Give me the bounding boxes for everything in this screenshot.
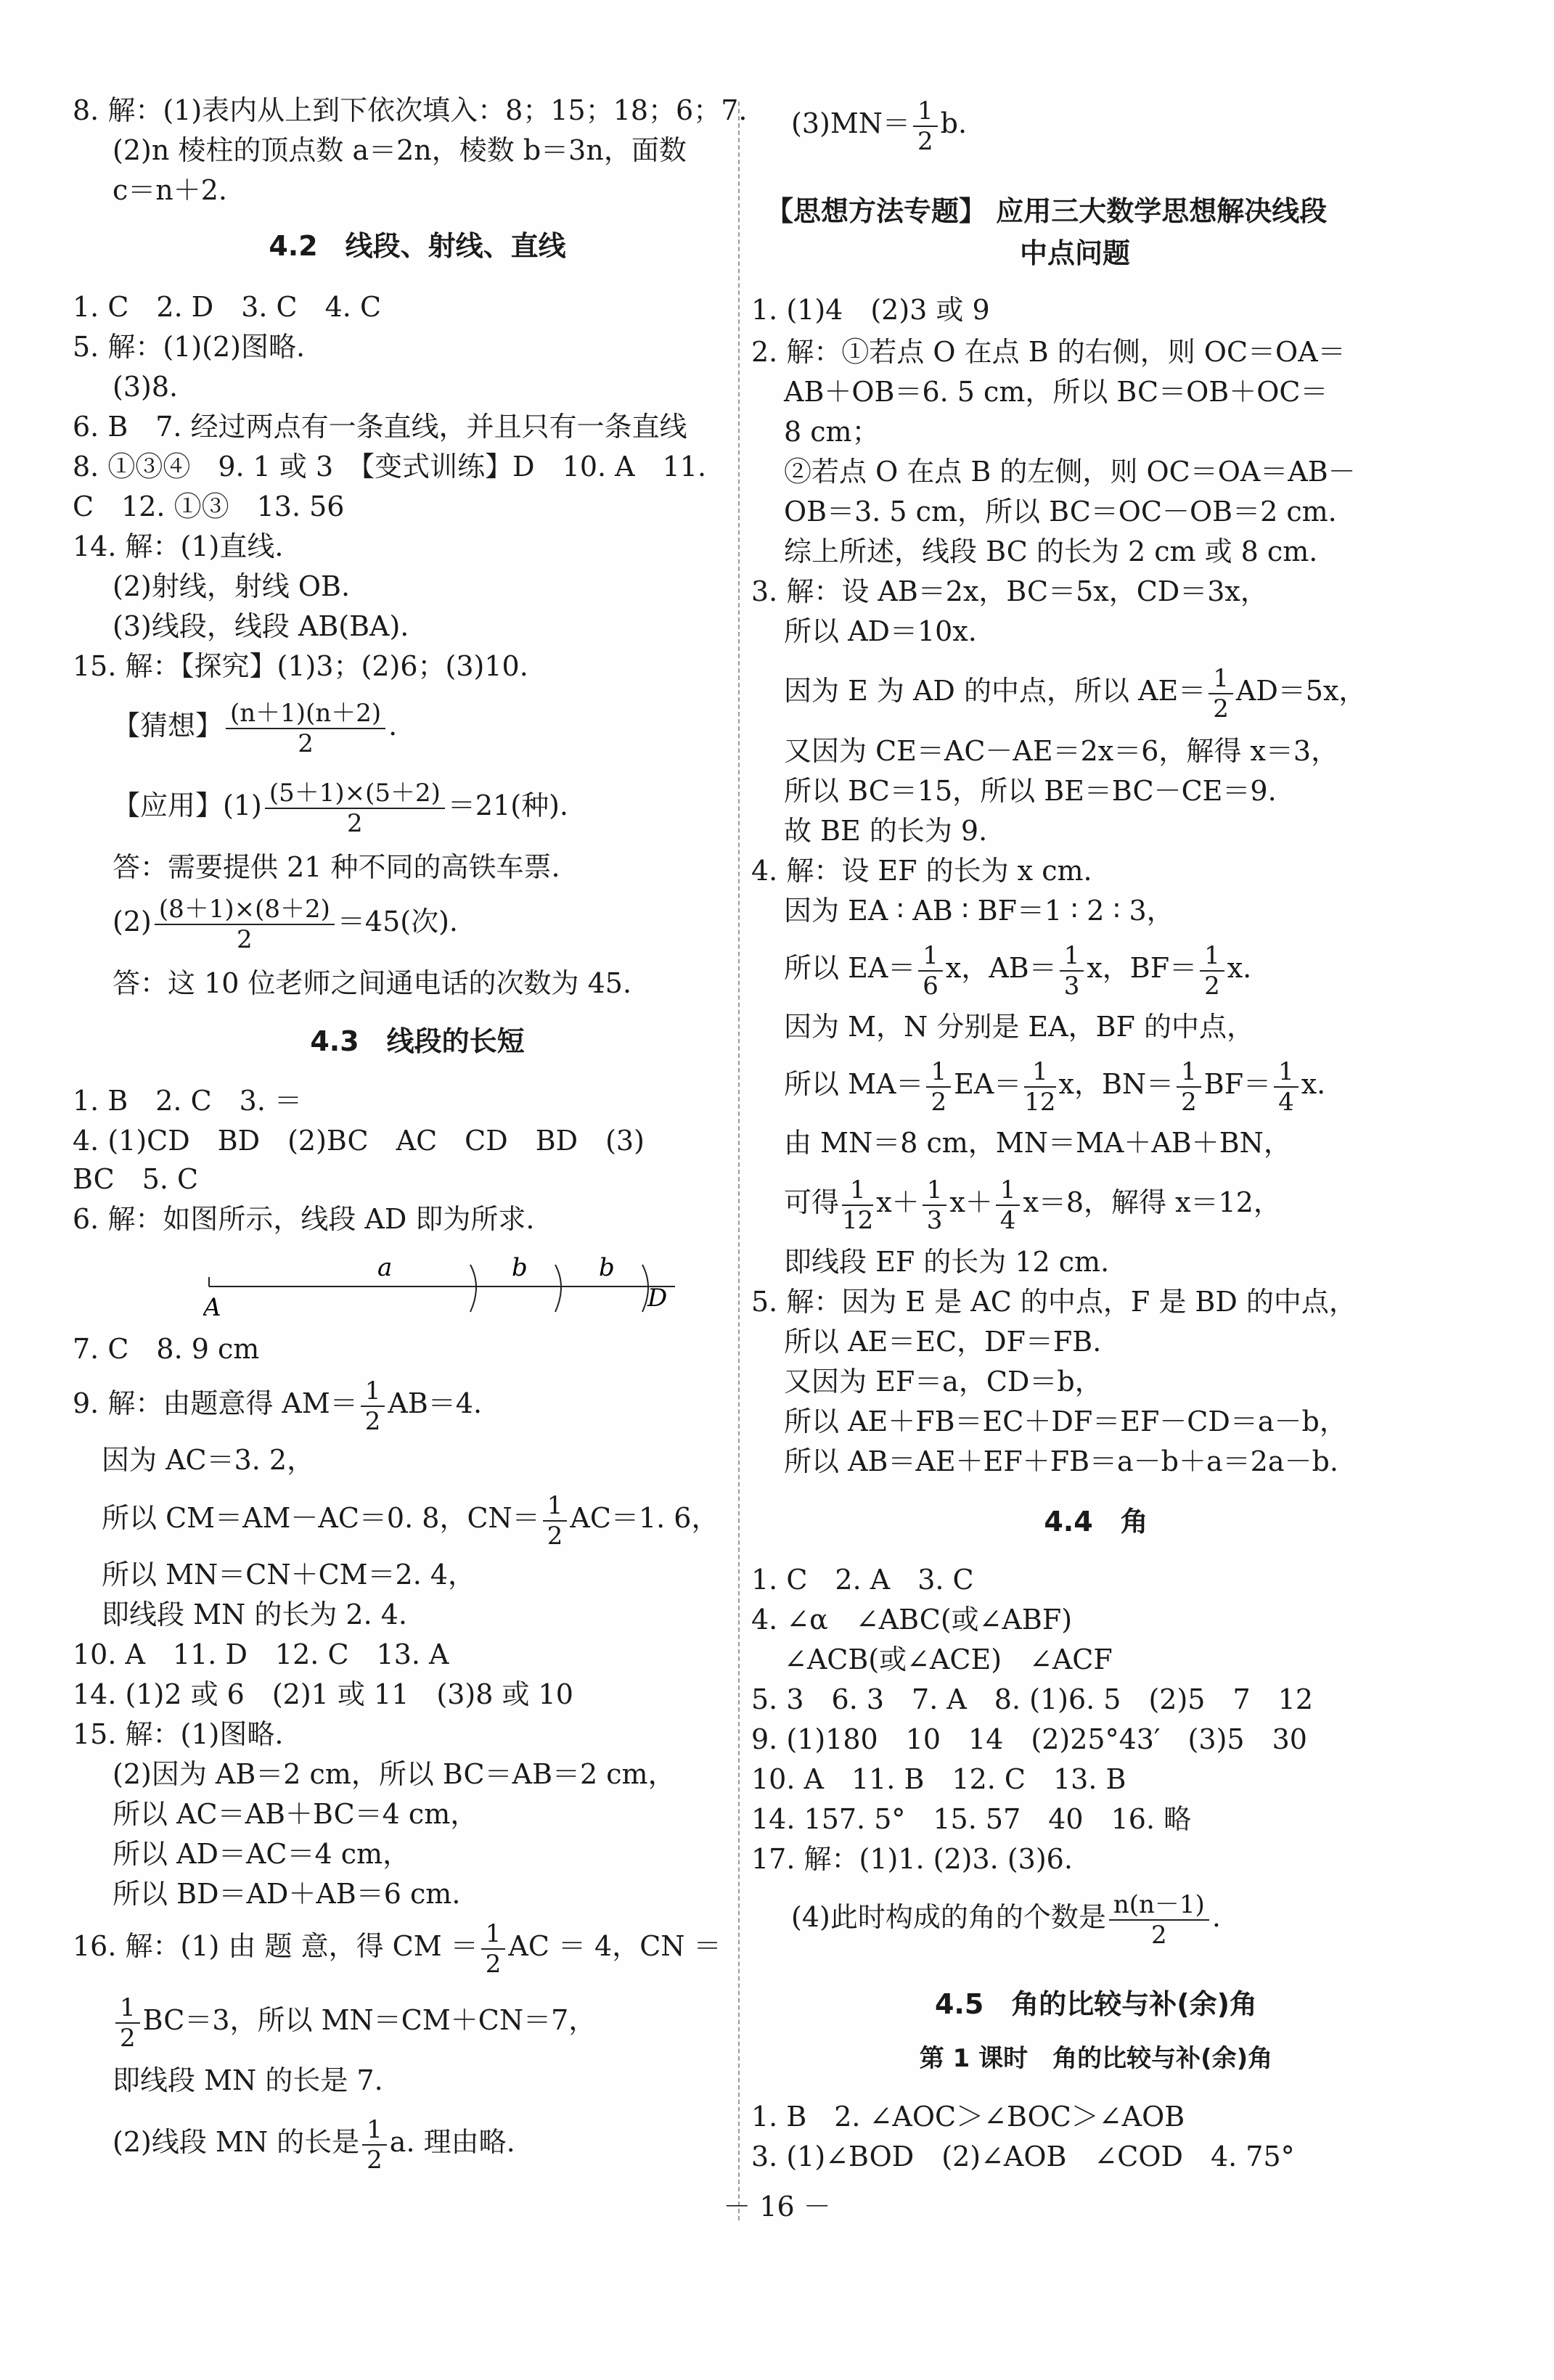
- answer-line: [784, 1054, 1325, 1117]
- answer-line: 3. (1)∠BOD (2)∠AOB ∠COD 4. 75°: [751, 2141, 1295, 2172]
- answer-line: 9. (1)180 10 14 (2)25°43′ (3)5 30: [751, 1723, 1307, 1755]
- answer-line: 所以 BD＝AD＋AB＝6 cm.: [113, 1878, 461, 1910]
- fraction: [913, 97, 938, 156]
- answer-line: 即线段 MN 的长为 2. 4.: [102, 1599, 407, 1630]
- numerator: 1: [1200, 941, 1224, 972]
- answer-line: (2)射线，射线 OB.: [113, 570, 351, 602]
- text: x，BN＝: [1058, 1068, 1174, 1100]
- text: (4)此时构成的角的个数是: [791, 1901, 1106, 1933]
- answer-line: [784, 937, 1251, 1001]
- segment-construction-figure: [203, 1247, 682, 1326]
- fraction: [923, 1175, 947, 1235]
- text: 9. 解：由题意得 AM＝: [73, 1387, 358, 1419]
- answer-line: [784, 660, 1366, 723]
- segment-label-b: b: [599, 1253, 615, 1282]
- text: x＋: [876, 1186, 920, 1218]
- fraction: [996, 1175, 1021, 1235]
- point-label-d: D: [647, 1284, 668, 1313]
- answer-line: 即线段 MN 的长是 7.: [113, 2064, 383, 2096]
- answer-line: 8 cm；: [784, 416, 880, 448]
- fraction: [918, 941, 943, 1001]
- section-heading: 4.2 线段、射线、直线: [269, 230, 566, 262]
- numerator: 1: [842, 1175, 873, 1206]
- numerator: 1: [926, 1057, 951, 1088]
- answer-line: (3)线段，线段 AB(BA).: [113, 610, 409, 642]
- answer-line: 6. B 7. 经过两点有一条直线，并且只有一条直线: [73, 411, 687, 443]
- numerator: 1: [543, 1491, 568, 1522]
- answer-line: 5. 解：(1)(2)图略.: [73, 331, 306, 363]
- answer-line: (3)8.: [113, 371, 179, 403]
- text: x.: [1301, 1068, 1326, 1100]
- fraction: [226, 699, 385, 758]
- answer-line: 所以 AD＝AC＝4 cm，: [113, 1838, 411, 1870]
- text: a. 理由略.: [389, 2126, 515, 2158]
- compass-arc: [555, 1265, 561, 1312]
- text: 所以 MA＝: [784, 1068, 924, 1100]
- text: 可得: [784, 1186, 840, 1218]
- label: 【猜想】: [113, 710, 224, 742]
- text: AB＝4.: [388, 1387, 483, 1419]
- denominator: 12: [1024, 1087, 1056, 1117]
- fraction: [1274, 1057, 1299, 1117]
- answer-line: 答：需要提供 21 种不同的高铁车票.: [113, 851, 560, 883]
- numerator: 1: [1274, 1057, 1299, 1088]
- answer-line: 4. (1)CD BD (2)BC AC CD BD (3): [73, 1125, 645, 1157]
- denominator: 2: [120, 2023, 136, 2053]
- answer-line: [113, 1990, 596, 2053]
- point-label-a: A: [203, 1293, 221, 1322]
- answer-line: 由 MN＝8 cm，MN＝MA＋AB＋BN，: [784, 1127, 1291, 1159]
- compass-arc: [470, 1265, 476, 1312]
- text: AD＝5x，: [1235, 675, 1367, 707]
- numerator: 1: [1177, 1057, 1201, 1088]
- fraction: [926, 1057, 951, 1117]
- answer-line: 8. 解：(1)表内从上到下依次填入：8；15；18；6；7.: [73, 94, 748, 126]
- answer-line: ②若点 O 在点 B 的左侧，则 OC＝OA＝AB－: [784, 456, 1356, 488]
- answer-line: 17. 解：(1)1. (2)3. (3)6.: [751, 1843, 1073, 1875]
- answer-line: 10. A 11. D 12. C 13. A: [73, 1638, 449, 1670]
- denominator: 4: [999, 1205, 1016, 1235]
- fraction: [1060, 941, 1084, 1001]
- answer-line: 因为 M，N 分别是 EA，BF 的中点，: [784, 1011, 1254, 1043]
- column-divider: [738, 102, 740, 2220]
- answer-line: BC 5. C: [73, 1163, 199, 1195]
- answer-line: [113, 775, 568, 838]
- numerator: 1: [1060, 941, 1084, 972]
- denominator: 2: [237, 924, 253, 954]
- answer-line: [113, 2112, 515, 2175]
- denominator: 2: [298, 729, 314, 758]
- numerator: (n＋1)(n＋2): [226, 699, 385, 729]
- fraction: [1109, 1890, 1209, 1950]
- answer-line: 所以 BC＝15，所以 BE＝BC－CE＝9.: [784, 775, 1277, 807]
- text: (2)线段 MN 的长是: [113, 2126, 360, 2158]
- text: ＝21(种).: [447, 789, 568, 821]
- denominator: 2: [547, 1521, 563, 1551]
- fraction: [265, 779, 445, 838]
- numerator: 1: [361, 1376, 385, 1407]
- fraction: [842, 1175, 873, 1235]
- denominator: 2: [1213, 694, 1229, 723]
- denominator: 6: [923, 971, 938, 1001]
- answer-line: (2)n 棱柱的顶点数 a＝2n，棱数 b＝3n，面数: [113, 134, 687, 166]
- fraction: [1209, 664, 1233, 723]
- section-heading: 4.4 角: [1044, 1506, 1148, 1538]
- answer-line: 所以 AE＝EC，DF＝FB.: [784, 1326, 1102, 1358]
- numerator: 1: [362, 2115, 387, 2146]
- answer-line: 8. ①③④ 9. 1 或 3 【变式训练】D 10. A 11.: [73, 451, 707, 483]
- answer-line: 4. 解：设 EF 的长为 x cm.: [751, 855, 1092, 887]
- fraction: [1024, 1057, 1055, 1117]
- denominator: 3: [1063, 971, 1080, 1001]
- answer-line: 4. ∠α ∠ABC(或∠ABF): [751, 1604, 1073, 1636]
- denominator: 4: [1278, 1087, 1294, 1117]
- special-topic-heading: 【思想方法专题】 应用三大数学思想解决线段: [766, 195, 1328, 227]
- answer-line: 1. C 2. A 3. C: [751, 1564, 974, 1596]
- answer-line: 3. 解：设 AB＝2x，BC＝5x，CD＝3x，: [751, 575, 1268, 607]
- answer-line: [113, 891, 458, 954]
- numerator: n(n－1): [1109, 1890, 1209, 1921]
- section-heading: 4.5 角的比较与补(余)角: [934, 1988, 1258, 2020]
- denominator: 12: [842, 1205, 874, 1235]
- answer-line: 2. 解：①若点 O 在点 B 的右侧，则 OC＝OA＝: [751, 336, 1346, 368]
- answer-line: [73, 1373, 482, 1436]
- text: 所以 CM＝AM－AC＝0. 8，CN＝: [102, 1502, 540, 1534]
- denominator: 2: [917, 126, 933, 156]
- answer-line: 15. 解：【探究】(1)3；(2)6；(3)10.: [73, 650, 528, 682]
- denominator: 2: [367, 2145, 383, 2175]
- text: BF＝: [1203, 1068, 1272, 1100]
- text: x.: [1227, 952, 1252, 984]
- text: BC＝3，所以 MN＝CM＋CN＝7，: [142, 2004, 597, 2036]
- answer-line: 所以 AB＝AE＋EF＋FB＝a－b＋a＝2a－b.: [784, 1445, 1338, 1477]
- text: AC＝1. 6，: [570, 1502, 719, 1534]
- denominator: 2: [485, 1949, 502, 1979]
- text: AC ＝ 4，CN ＝: [508, 1930, 721, 1962]
- text: 所以 EA＝: [784, 952, 916, 984]
- answer-line: 1. B 2. C 3. ＝: [73, 1085, 303, 1117]
- answer-line: 因为 AC＝3. 2，: [102, 1444, 315, 1476]
- numerator: 1: [1024, 1057, 1055, 1088]
- answer-line: 【猜想】 $\frac{(n+1)(n+2)}{2}$ .: [113, 698, 398, 758]
- answer-line: 1. C 2. D 3. C 4. C: [73, 291, 382, 323]
- denominator: 2: [1181, 1087, 1197, 1117]
- text: (3)MN＝: [791, 107, 910, 139]
- fraction: [115, 1993, 140, 2053]
- answer-line: [784, 1172, 1281, 1235]
- answer-line: 5. 3 6. 3 7. A 8. (1)6. 5 (2)5 7 12: [751, 1683, 1314, 1715]
- answer-line: (2)因为 AB＝2 cm，所以 BC＝AB＝2 cm，: [113, 1758, 676, 1790]
- special-topic-heading: 中点问题: [1020, 237, 1131, 269]
- answer-line: [791, 93, 967, 156]
- fraction: [155, 895, 335, 954]
- label: 【应用】(1): [113, 789, 262, 821]
- numerator: 1: [996, 1175, 1021, 1206]
- numerator: 1: [481, 1919, 506, 1950]
- answer-line: 10. A 11. B 12. C 13. B: [751, 1763, 1126, 1795]
- answer-line: 15. 解：(1)图略.: [73, 1718, 284, 1750]
- answer-line: [73, 1916, 721, 1979]
- fraction: [543, 1491, 568, 1551]
- denominator: 2: [1204, 971, 1220, 1001]
- denominator: 2: [931, 1087, 947, 1117]
- text: x＝8，解得 x＝12，: [1023, 1186, 1281, 1218]
- numerator: 1: [913, 97, 938, 127]
- text: x，BF＝: [1087, 952, 1198, 984]
- numerator: (8＋1)×(8＋2): [155, 895, 335, 925]
- numerator: 1: [1209, 664, 1233, 694]
- answer-line: 14. 解：(1)直线.: [73, 530, 284, 562]
- answer-line: 所以 MN＝CN＋CM＝2. 4，: [102, 1559, 476, 1591]
- answer-line: 所以 AE＋FB＝EC＋DF＝EF－CD＝a－b，: [784, 1406, 1347, 1437]
- answer-line: 14. 157. 5° 15. 57 40 16. 略: [751, 1803, 1192, 1835]
- fraction: [481, 1919, 506, 1979]
- section-heading: 4.3 线段的长短: [310, 1025, 525, 1057]
- denominator: 2: [347, 808, 363, 838]
- numerator: 1: [115, 1993, 140, 2024]
- text: ＝45(次).: [337, 906, 458, 937]
- answer-line: OB＝3. 5 cm，所以 BC＝OC－OB＝2 cm.: [784, 496, 1337, 528]
- answer-line: 所以 AC＝AB＋BC＝4 cm，: [113, 1798, 478, 1830]
- fraction: [1177, 1057, 1201, 1117]
- fraction: [361, 1376, 385, 1436]
- denominator: 3: [926, 1205, 943, 1235]
- answer-line: 所以 AD＝10x.: [784, 615, 977, 647]
- segment-label-b: b: [512, 1253, 528, 1282]
- answer-line: [102, 1488, 719, 1551]
- fraction: [362, 2115, 387, 2175]
- label: (2): [113, 906, 152, 937]
- answer-line: 因为 EA ∶ AB ∶ BF＝1 ∶ 2 ∶ 3，: [784, 895, 1174, 927]
- answer-line: 综上所述，线段 BC 的长为 2 cm 或 8 cm.: [784, 536, 1318, 567]
- answer-line: 又因为 EF＝a，CD＝b，: [784, 1366, 1103, 1398]
- answer-line: AB＋OB＝6. 5 cm，所以 BC＝OB＋OC＝: [784, 376, 1328, 408]
- answer-line: 1. (1)4 (2)3 或 9: [751, 294, 990, 326]
- answer-line: 答：这 10 位老师之间通电话的次数为 45.: [113, 967, 632, 999]
- answer-line: (4)此时构成的角的个数是 $\frac{n(n-1)}{2}$ .: [791, 1889, 1221, 1950]
- answer-line: 14. (1)2 或 6 (2)1 或 11 (3)8 或 10: [73, 1678, 573, 1710]
- fraction: [1200, 941, 1224, 1001]
- numerator: (5＋1)×(5＋2): [265, 779, 445, 809]
- numerator: 1: [923, 1175, 947, 1206]
- answer-line: 又因为 CE＝AC－AE＝2x＝6，解得 x＝3，: [784, 735, 1339, 767]
- answer-line: 6. 解：如图所示，线段 AD 即为所求.: [73, 1203, 535, 1235]
- text: b.: [940, 107, 968, 139]
- answer-line: 故 BE 的长为 9.: [784, 815, 988, 847]
- answer-line: ∠ACB(或∠ACE) ∠ACF: [784, 1644, 1113, 1675]
- text: 因为 E 为 AD 的中点，所以 AE＝: [784, 675, 1206, 707]
- denominator: 2: [1151, 1920, 1167, 1950]
- answer-line: 1. B 2. ∠AOC＞∠BOC＞∠AOB: [751, 2101, 1185, 2133]
- subsection-heading: 第 1 课时 角的比较与补(余)角: [919, 2044, 1273, 2073]
- answer-line: 7. C 8. 9 cm: [73, 1333, 260, 1365]
- text: 16. 解：(1) 由 题 意，得 CM ＝: [73, 1930, 478, 1962]
- answer-line: C 12. ①③ 13. 56: [73, 491, 345, 522]
- page-number: － 16 －: [723, 2191, 831, 2223]
- segment-label-a: a: [377, 1253, 393, 1282]
- text: EA＝: [954, 1068, 1022, 1100]
- answer-line: 即线段 EF 的长为 12 cm.: [784, 1246, 1110, 1278]
- text: x＋: [949, 1186, 993, 1218]
- text: x，AB＝: [945, 952, 1057, 984]
- denominator: 2: [364, 1406, 381, 1436]
- answer-line: c＝n＋2.: [113, 174, 228, 206]
- numerator: 1: [918, 941, 943, 972]
- answer-line: 5. 解：因为 E 是 AC 的中点，F 是 BD 的中点，: [751, 1286, 1357, 1318]
